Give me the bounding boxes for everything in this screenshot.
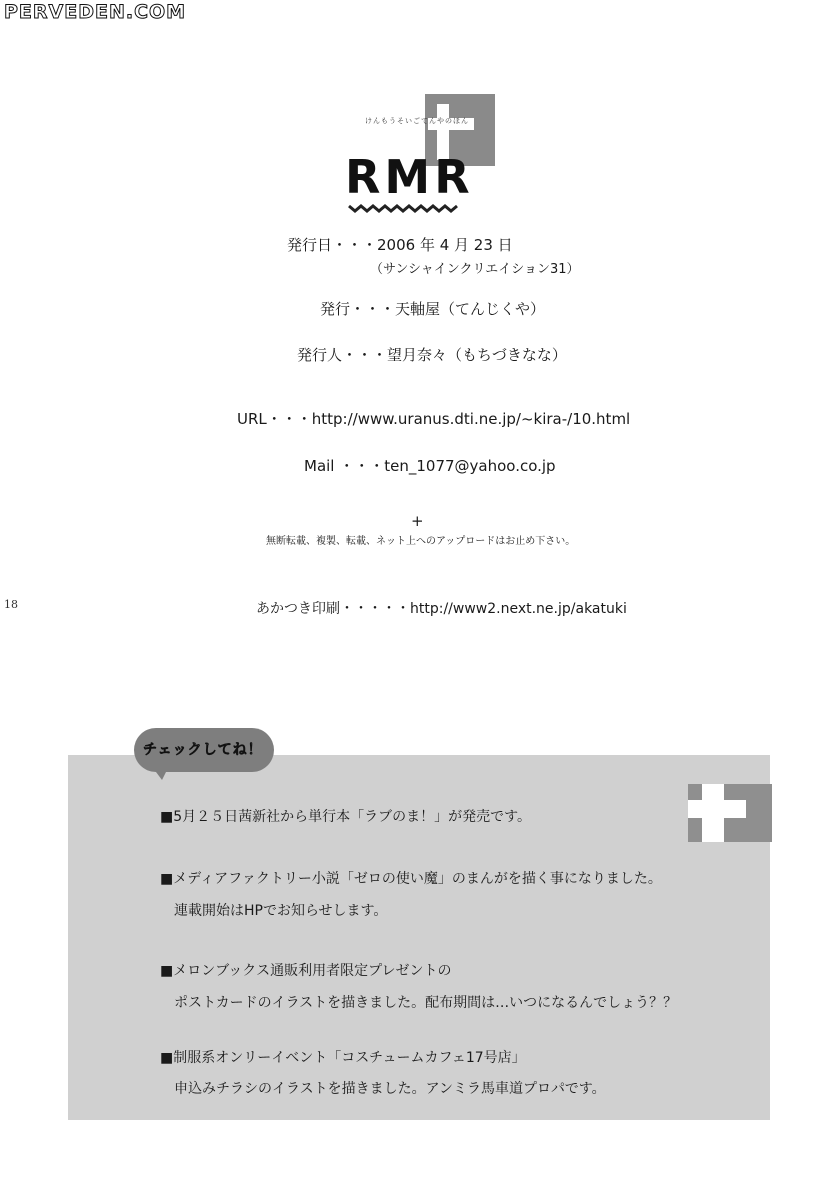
publish-date: 発行日・・・2006 年 4 月 23 日: [287, 236, 513, 254]
badge-bubble-tail: [150, 764, 170, 780]
news-item-2-line-1: ■メディアファクトリー小説「ゼロの使い魔」のまんがを描く事になりました。: [160, 871, 662, 887]
news-item-2-line-2: 連載開始はHPでお知らせします。: [174, 903, 388, 919]
badge-label: チェックしてね！: [143, 742, 263, 758]
news-item-3-line-2: ポストカードのイラストを描きました。配布期間は…いつになるんでしょう？？: [174, 995, 678, 1011]
page-number: 18: [4, 598, 18, 611]
news-item-4-line-2: 申込みチラシのイラストを描きました。アンミラ馬車道プロパです。: [174, 1081, 606, 1097]
url-line: URL・・・http://www.uranus.dti.ne.jp/~kira-/10.html: [237, 410, 631, 428]
plus-mark: +: [411, 512, 424, 530]
box-plus-graphic: [688, 784, 772, 842]
event-name: （サンシャインクリエイション31）: [370, 262, 580, 277]
news-item-1-line-1: ■5月２５日茜新社から単行本「ラブのま！」が発売です。: [160, 809, 532, 825]
mail-line: Mail ・・・ten_1077@yahoo.co.jp: [304, 457, 556, 475]
news-item-3-line-1: ■メロンブックス通販利用者限定プレゼントの: [160, 963, 452, 979]
printer-line: あかつき印刷・・・・・http://www2.next.ne.jp/akatuki: [256, 601, 627, 617]
editor: 発行人・・・望月奈々（もちづきなな）: [297, 346, 567, 364]
publisher: 発行・・・天軸屋（てんじくや）: [320, 300, 546, 318]
watermark: PERVEDEN.COM: [0, 0, 190, 24]
copyright-notice: 無断転載、複製、転載、ネット上へのアップロードはお止め下さい。: [266, 536, 576, 547]
logo-subtitle: けんもうそいごてんやのほん: [365, 117, 469, 125]
logo-wave: [347, 201, 459, 215]
logo-title: RMR: [345, 150, 474, 204]
news-item-4-line-1: ■制服系オンリーイベント「コスチュームカフェ17号店」: [160, 1050, 526, 1066]
